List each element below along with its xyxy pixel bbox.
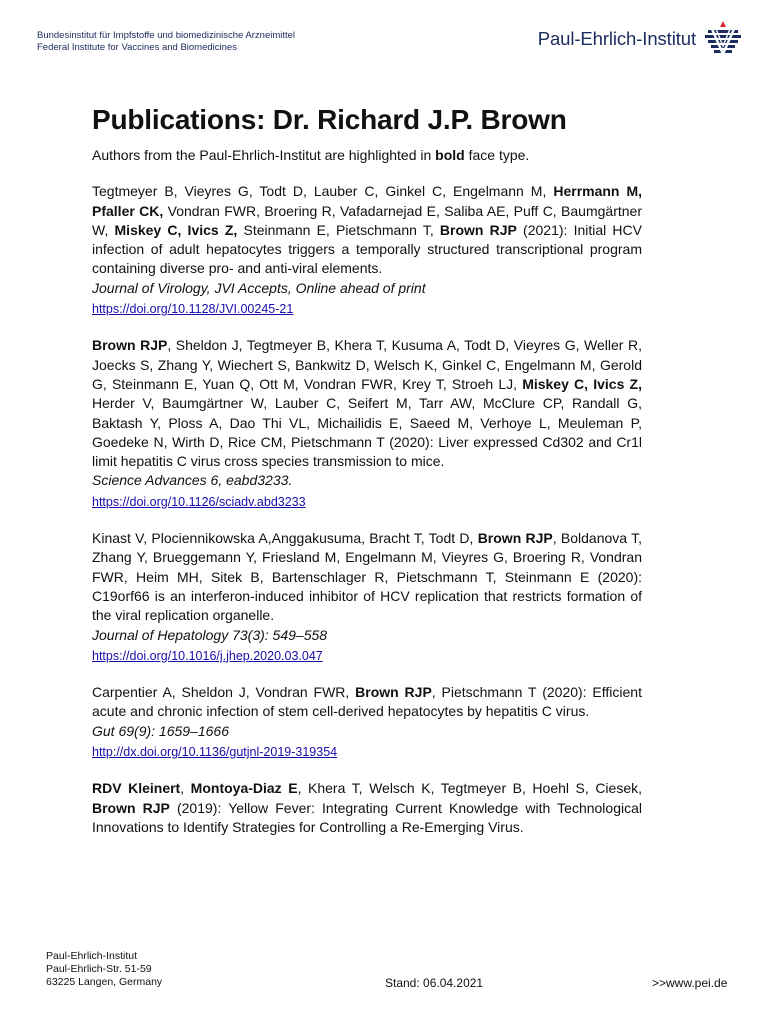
citation-text: Kinast V, Plociennikowska A,Anggakusuma, Bracht T, Todt D,	[92, 530, 478, 547]
footer-date: Stand: 06.04.2021	[385, 976, 484, 990]
publication-citation	[92, 182, 642, 278]
footer-website-link[interactable]: >>www.pei.de	[652, 976, 728, 990]
publication-citation	[92, 529, 642, 625]
institute-name-de: Bundesinstitut für Impfstoffe und biomedizinische Arzneimittel	[37, 30, 296, 41]
highlighted-author: Brown RJP	[477, 530, 553, 547]
publication-journal: Journal of Virology, JVI Accepts, Online ahead of print	[92, 279, 426, 296]
publication-entry	[92, 336, 642, 512]
intro-note	[92, 146, 642, 165]
publication-entry	[92, 529, 642, 666]
citation-text: Steinmann E, Pietschmann T,	[237, 221, 440, 238]
page-title: Publications: Dr. Richard J.P. Brown	[92, 104, 567, 135]
intro-before: Authors from the Paul-Ehrlich-Institut are highlighted in	[92, 147, 436, 163]
highlighted-author: Brown RJP	[439, 221, 517, 238]
citation-text: , Pietschmann T (2020): Efficient acute and chronic infection of stem cell-derived hepatocytes by hepatitis C virus.	[92, 684, 642, 720]
publication-entry	[92, 683, 642, 762]
citation-text: , Boldanova T, Zhang Y, Brueggemann Y, Friesland M, Engelmann M, Vieyres G, Broering R, Vondran FWR, Heim MH, Sitek B, Bartenschlager R, Pietschmann T, Steinmann E (2020): C19orf66 is an interferon-induced inhibitor of HCV replication that restricts formation of the viral replication organelle.	[92, 530, 642, 624]
citation-text: Herder V, Baumgärtner W, Lauber C, Seifert M, Tarr AW, McClure CP, Randall G, Baktash Y, Ploss A, Dao Thi VL, Michailidis E, Saeed M, Verhoye L, Meuleman P, Goedeke N, Wirth D, Rice CM, Pietschmann T (2020): Liver expressed Cd302 and Cr1l limit hepatitis C virus cross species transmission to mice.	[92, 395, 642, 470]
logo-text: Paul-Ehrlich-Institut	[537, 28, 696, 49]
citation-text: Vondran FWR, Broering R, Vafadarnejad E, Saliba AE, Puff C, Baumgärtner W,	[92, 202, 642, 238]
highlighted-author: Montoya-Diaz E	[190, 780, 298, 797]
publication-journal: Journal of Hepatology 73(3): 549–558	[92, 626, 328, 643]
doi-link[interactable]: https://doi.org/10.1128/JVI.00245-21	[92, 302, 294, 317]
doi-link[interactable]: http://dx.doi.org/10.1136/gutjnl-2019-319354	[92, 745, 338, 760]
pei-logo[interactable]	[538, 18, 744, 60]
publication-journal: Science Advances 6, eabd3233.	[92, 472, 293, 489]
highlighted-author: Brown RJP	[355, 684, 432, 701]
doi-link[interactable]: https://doi.org/10.1016/j.jhep.2020.03.047	[92, 648, 323, 663]
intro-bold: bold	[435, 147, 465, 163]
citation-text: ,	[180, 780, 191, 797]
publication-list	[92, 146, 642, 854]
citation-text: , Sheldon J, Tegtmeyer B, Khera T, Kusuma A, Todt D, Vieyres G, Weller R, Joecks S, Zhang Y, Wiechert S, Bankwitz D, Welsch K, Ginkel C, Engelmann M, Gerold G, Steinmann E, Yuan Q, Ott M, Vondran FWR, Krey T, Stroeh LJ,	[92, 337, 642, 392]
citation-text: Carpentier A, Sheldon J, Vondran FWR,	[92, 684, 356, 701]
publication-entry	[92, 779, 642, 837]
footer-address-line: 63225 Langen, Germany	[46, 976, 163, 988]
footer-address-line: Paul-Ehrlich-Str. 51-59	[46, 963, 152, 975]
citation-text: (2021): Initial HCV infection of adult hepatocytes triggers a temporally structured transcriptional program containing diverse pro- and anti-viral elements.	[92, 221, 642, 277]
institute-name	[37, 30, 295, 54]
footer-address-line: Paul-Ehrlich-Institut	[46, 950, 138, 962]
highlighted-author: Brown RJP	[92, 799, 170, 816]
publication-citation	[92, 779, 642, 837]
highlighted-author: Miskey C, Ivics Z,	[522, 375, 642, 392]
highlighted-author: Brown RJP	[92, 337, 168, 354]
highlighted-author: Miskey C, Ivics Z,	[114, 221, 238, 238]
citation-text: (2019): Yellow Fever: Integrating Current Knowledge with Technological Innovations to Identify Strategies for Controlling a Re-Emerging Virus.	[92, 799, 642, 835]
publication-journal: Gut 69(9): 1659–1666	[92, 722, 229, 739]
publication-entry	[92, 182, 642, 319]
pei-eagle-icon	[702, 18, 744, 60]
footer-address	[46, 950, 162, 989]
publication-citation	[92, 683, 642, 722]
highlighted-author: Herrmann M, Pfaller CK,	[92, 183, 642, 219]
citation-text: Tegtmeyer B, Vieyres G, Todt D, Lauber C, Ginkel C, Engelmann M,	[92, 183, 554, 200]
doi-link[interactable]: https://doi.org/10.1126/sciadv.abd3233	[92, 494, 306, 509]
intro-after: face type.	[464, 147, 530, 163]
publication-citation	[92, 336, 642, 471]
citation-text: , Khera T, Welsch K, Tegtmeyer B, Hoehl S, Ciesek,	[297, 780, 643, 797]
institute-name-en: Federal Institute for Vaccines and Biomedicines	[37, 42, 237, 53]
highlighted-author: RDV Kleinert	[92, 780, 181, 797]
